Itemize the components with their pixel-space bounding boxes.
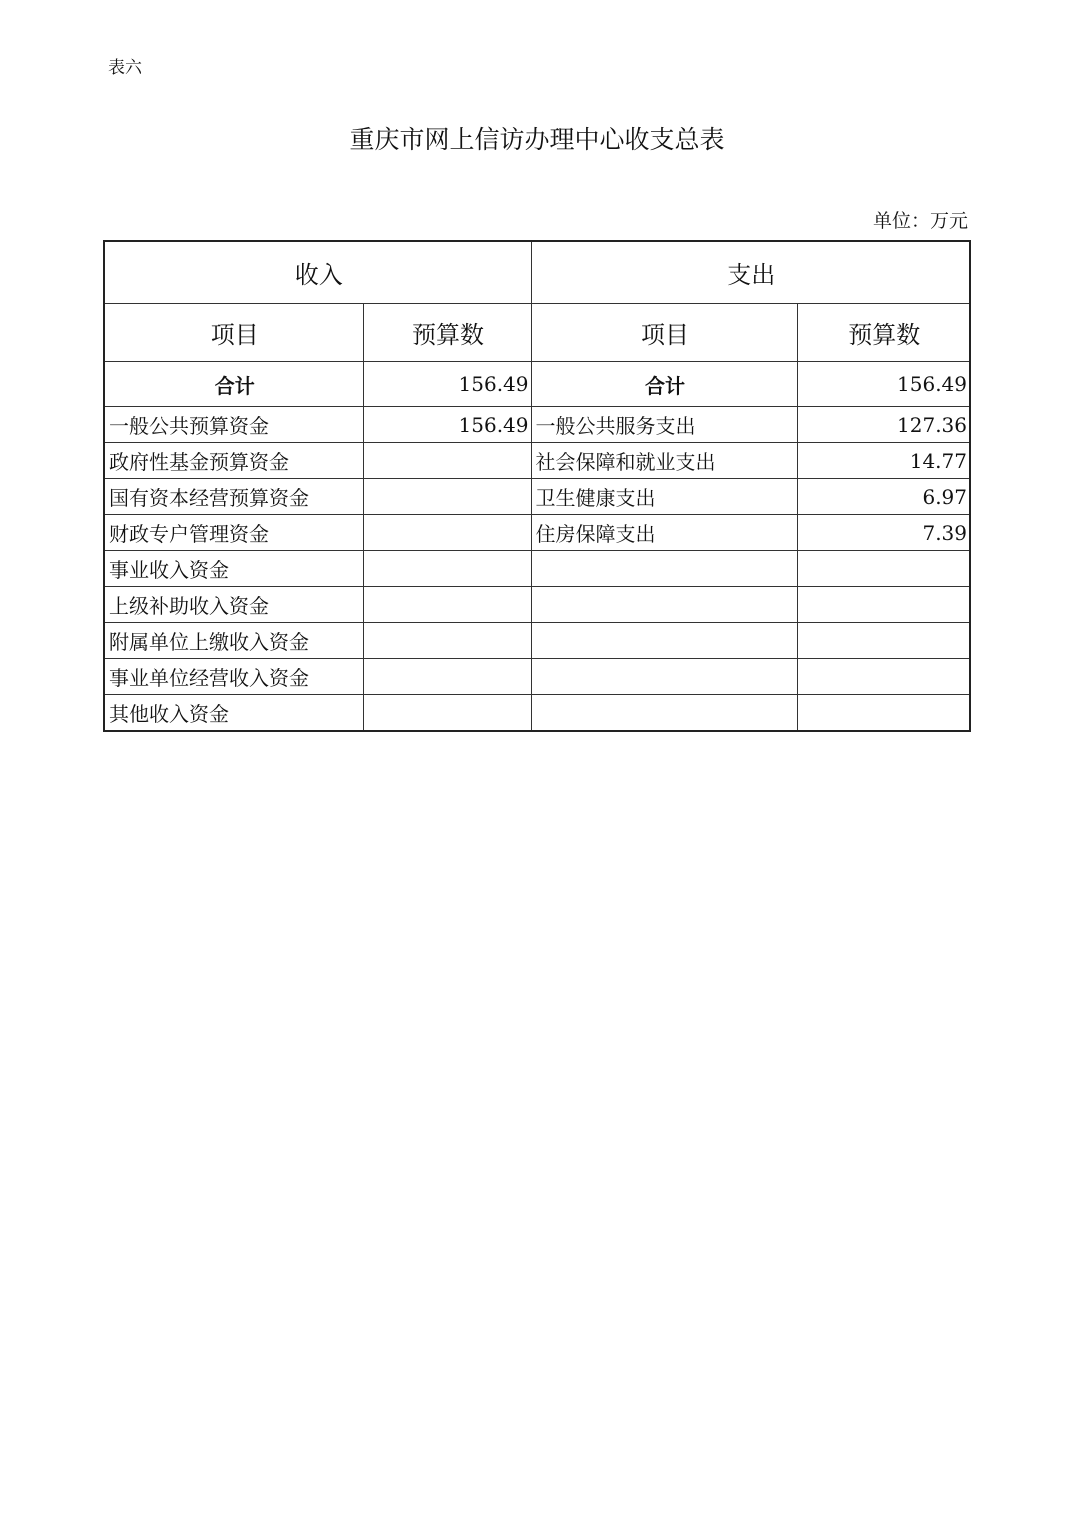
- expense-item-cell: [531, 623, 797, 659]
- expense-item-cell: 住房保障支出: [531, 515, 797, 551]
- budget-summary-table: [103, 240, 971, 732]
- total-row: [104, 362, 970, 407]
- expense-item-cell: [531, 551, 797, 587]
- table-row: [104, 551, 970, 587]
- income-item-column-header: 项目: [104, 304, 363, 362]
- table-row: [104, 659, 970, 695]
- expense-item-cell: [531, 695, 797, 732]
- income-item-cell: 事业单位经营收入资金: [104, 659, 363, 695]
- page-title: 重庆市网上信访办理中心收支总表: [349, 125, 725, 154]
- income-budget-cell: [363, 479, 531, 515]
- income-item-cell: 上级补助收入资金: [104, 587, 363, 623]
- income-budget-cell: [363, 443, 531, 479]
- expense-item-column-header: 项目: [531, 304, 797, 362]
- income-total-value: 156.49: [363, 362, 531, 407]
- income-section-header: 收入: [104, 241, 531, 304]
- income-budget-cell: [363, 551, 531, 587]
- income-budget-cell: [363, 659, 531, 695]
- table-row: [104, 695, 970, 732]
- expense-item-cell: 卫生健康支出: [531, 479, 797, 515]
- expense-budget-cell: [797, 695, 970, 732]
- expense-total-value: 156.49: [797, 362, 970, 407]
- table-row: [104, 443, 970, 479]
- income-budget-cell: 156.49: [363, 407, 531, 443]
- income-item-cell: 一般公共预算资金: [104, 407, 363, 443]
- table-row: [104, 587, 970, 623]
- expense-budget-cell: [797, 587, 970, 623]
- unit-label: 单位：万元: [872, 210, 968, 232]
- income-budget-cell: [363, 695, 531, 732]
- expense-section-header: 支出: [531, 241, 970, 304]
- expense-budget-cell: 127.36: [797, 407, 970, 443]
- income-item-cell: 政府性基金预算资金: [104, 443, 363, 479]
- income-item-cell: 财政专户管理资金: [104, 515, 363, 551]
- expense-budget-cell: [797, 623, 970, 659]
- expense-budget-column-header: 预算数: [797, 304, 970, 362]
- expense-budget-cell: 7.39: [797, 515, 970, 551]
- income-item-cell: 事业收入资金: [104, 551, 363, 587]
- expense-budget-cell: [797, 659, 970, 695]
- income-item-cell: 其他收入资金: [104, 695, 363, 732]
- expense-item-cell: 社会保障和就业支出: [531, 443, 797, 479]
- expense-item-cell: [531, 659, 797, 695]
- income-budget-column-header: 预算数: [363, 304, 531, 362]
- income-total-label: 合计: [104, 362, 363, 407]
- table-number-label: 表六: [108, 58, 142, 78]
- section-header-row: [104, 241, 970, 304]
- table-row: [104, 623, 970, 659]
- expense-total-label: 合计: [531, 362, 797, 407]
- expense-budget-cell: 6.97: [797, 479, 970, 515]
- expense-item-cell: 一般公共服务支出: [531, 407, 797, 443]
- expense-budget-cell: 14.77: [797, 443, 970, 479]
- income-budget-cell: [363, 515, 531, 551]
- expense-item-cell: [531, 587, 797, 623]
- income-budget-cell: [363, 587, 531, 623]
- income-budget-cell: [363, 623, 531, 659]
- column-header-row: [104, 304, 970, 362]
- table-row: [104, 479, 970, 515]
- table-row: [104, 515, 970, 551]
- income-item-cell: 国有资本经营预算资金: [104, 479, 363, 515]
- expense-budget-cell: [797, 551, 970, 587]
- table-row: [104, 407, 970, 443]
- income-item-cell: 附属单位上缴收入资金: [104, 623, 363, 659]
